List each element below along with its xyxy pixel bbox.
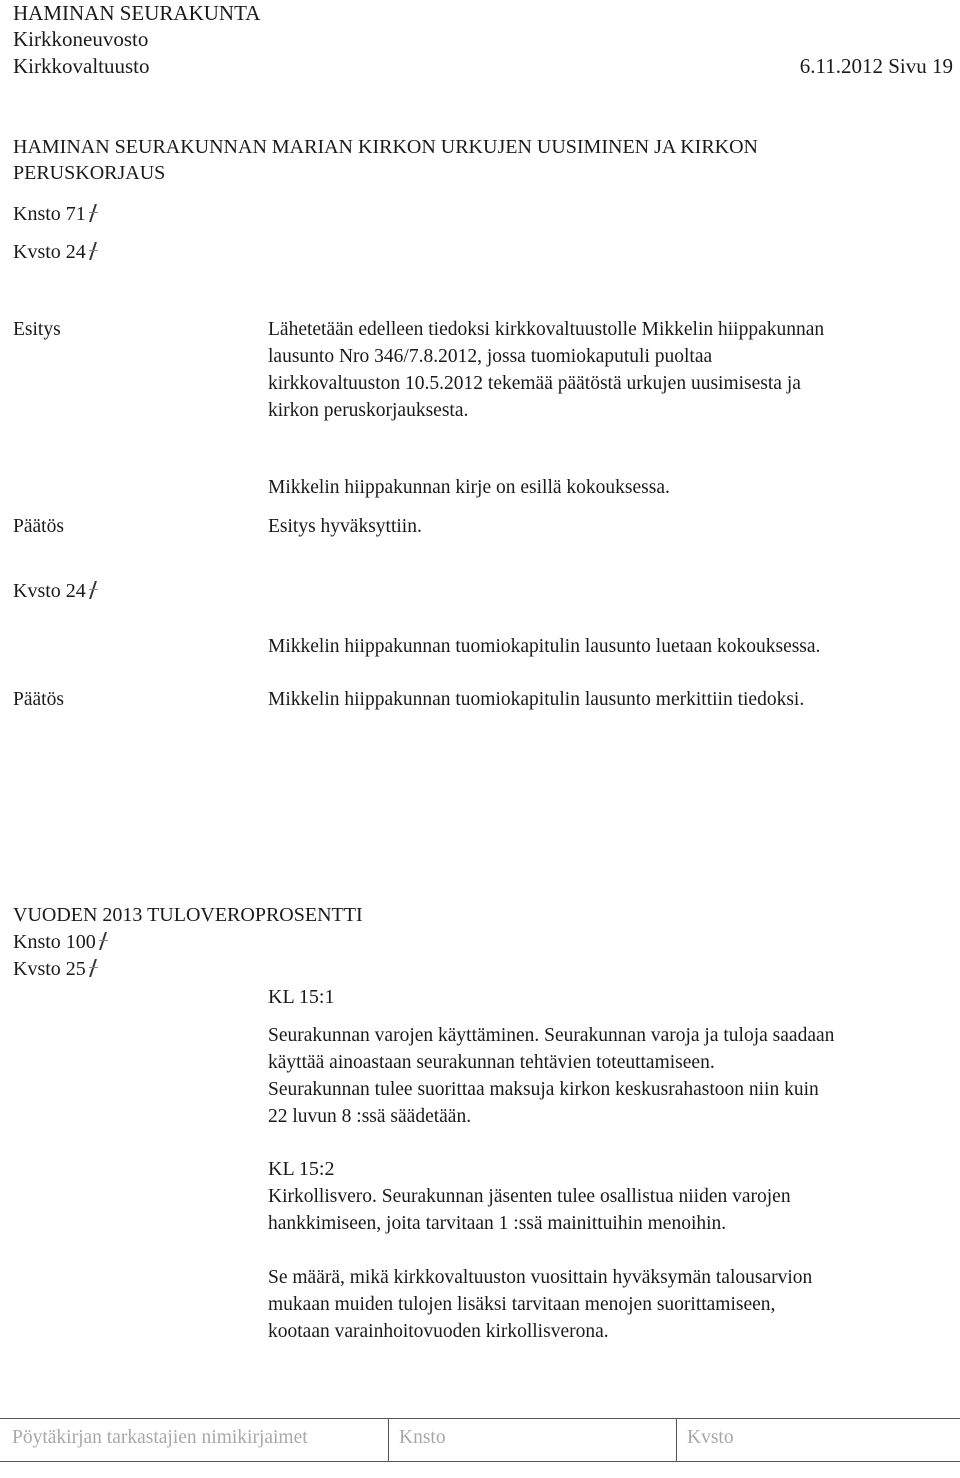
body-name-1: Kirkkoneuvosto bbox=[13, 27, 149, 51]
kl1-line: Seurakunnan varojen käyttäminen. Seurakunnan varoja ja tuloja saadaan bbox=[268, 1025, 835, 1046]
closing-line: Se määrä, mikä kirkkovaltuuston vuosittain hyväksymän talousarvion bbox=[268, 1267, 813, 1288]
knsto-box-label: Knsto bbox=[399, 1427, 446, 1448]
section1-ref-knsto: Knsto 71 bbox=[13, 201, 98, 227]
paatos2-text: Mikkelin hiippakunnan tuomiokapitulin lausunto merkittiin tiedoksi. bbox=[268, 689, 805, 710]
note-letter: Mikkelin hiippakunnan kirje on esillä kokouksessa. bbox=[268, 477, 670, 498]
section1-title-line1: HAMINAN SEURAKUNNAN MARIAN KIRKON URKUJEN UUSIMINEN JA KIRKON bbox=[13, 136, 758, 158]
footer-label: Pöytäkirjan tarkastajien nimikirjaimet bbox=[12, 1427, 308, 1448]
section-sign-icon bbox=[99, 931, 108, 951]
kl2-label: KL 15:2 bbox=[268, 1158, 335, 1180]
esitys-line: kirkkovaltuuston 10.5.2012 tekemää päätöstä urkujen uusimisesta ja bbox=[268, 373, 801, 394]
date-page: 6.11.2012 Sivu 19 bbox=[799, 54, 953, 78]
kl1-line: 22 luvun 8 :ssä säädetään. bbox=[268, 1106, 472, 1127]
section2-ref-knsto: Knsto 100 bbox=[13, 929, 108, 955]
esitys-label: Esitys bbox=[13, 319, 61, 340]
closing-line: kootaan varainhoitovuoden kirkollisverona. bbox=[268, 1321, 609, 1342]
kl1-line: Seurakunnan tulee suorittaa maksuja kirkon keskusrahastoon niin kuin bbox=[268, 1079, 819, 1100]
kvsto-initials-box bbox=[676, 1419, 960, 1461]
paatos-label: Päätös bbox=[13, 516, 64, 537]
knsto-initials-box bbox=[388, 1419, 677, 1461]
section-sign-icon bbox=[89, 580, 98, 600]
esitys-line: lausunto Nro 346/7.8.2012, jossa tuomiokaputuli puoltaa bbox=[268, 346, 713, 367]
paatos2-label: Päätös bbox=[13, 689, 64, 710]
body-name-2: Kirkkovaltuusto bbox=[13, 54, 150, 78]
note-statement: Mikkelin hiippakunnan tuomiokapitulin lausunto luetaan kokouksessa. bbox=[268, 636, 821, 657]
paatos-text: Esitys hyväksyttiin. bbox=[268, 516, 422, 537]
section-sign-icon bbox=[89, 241, 98, 261]
kl2-line: Kirkollisvero. Seurakunnan jäsenten tulee osallistua niiden varojen bbox=[268, 1186, 791, 1207]
section1-ref-kvsto: Kvsto 24 bbox=[13, 239, 98, 265]
section2-title: VUODEN 2013 TULOVEROPROSENTTI bbox=[13, 904, 363, 926]
section-sign-icon bbox=[89, 203, 98, 223]
esitys-line: Lähetetään edelleen tiedoksi kirkkovaltuustolle Mikkelin hiippakunnan bbox=[268, 319, 825, 340]
kl1-line: käyttää ainoastaan seurakunnan tehtävien toteuttamiseen. bbox=[268, 1052, 715, 1073]
section-sign-icon bbox=[89, 958, 98, 978]
kvsto-box-label: Kvsto bbox=[687, 1427, 734, 1448]
esitys-line: kirkon peruskorjauksesta. bbox=[268, 400, 469, 421]
kl2-line: hankkimiseen, joita tarvitaan 1 :ssä mainittuihin menoihin. bbox=[268, 1213, 727, 1234]
kl1-label: KL 15:1 bbox=[268, 986, 335, 1008]
closing-line: mukaan muiden tulojen lisäksi tarvitaan menojen suorittamiseen, bbox=[268, 1294, 776, 1315]
section1-title-line2: PERUSKORJAUS bbox=[13, 162, 166, 184]
section2-ref-kvsto: Kvsto 25 bbox=[13, 956, 98, 982]
section1-ref-kvsto-2: Kvsto 24 bbox=[13, 578, 98, 604]
org-name: HAMINAN SEURAKUNTA bbox=[13, 1, 261, 25]
signature-footer bbox=[0, 1418, 960, 1462]
